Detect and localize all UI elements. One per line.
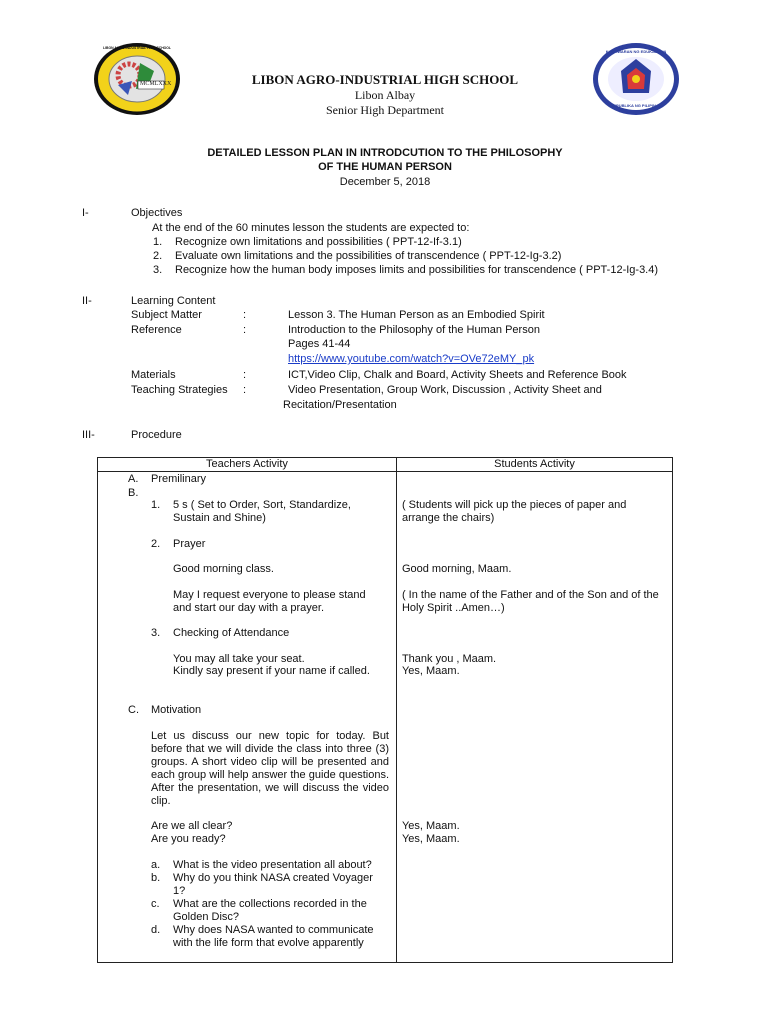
student-response: Yes, Maam. <box>401 833 460 845</box>
content-colon: : <box>243 384 247 396</box>
logo-year-text: MCMLXXX <box>140 81 172 87</box>
reference-video-link[interactable]: https://www.youtube.com/watch?v=OVe72eMY_pk <box>288 353 535 365</box>
step-text: 5 s ( Set to Order, Sort, Standardize, <box>173 499 351 511</box>
lesson-date: December 5, 2018 <box>339 176 431 188</box>
objective-number: 2. <box>153 250 163 262</box>
learning-content-numeral: II- <box>82 295 92 307</box>
content-value: Introduction to the Philosophy of the Human Person <box>288 324 540 336</box>
student-response: Yes, Maam. <box>401 665 460 677</box>
deped-seal <box>591 41 681 117</box>
objective-item <box>153 264 162 276</box>
student-response: Holy Spirit ..Amen…) <box>401 602 505 614</box>
step-number: 3. <box>151 627 161 639</box>
school-logo <box>92 41 182 117</box>
objective-text: Recognize how the human body imposes limits and possibilities for transcendence ( PPT-12-Ig-3.4) <box>175 264 659 276</box>
content-label: Reference <box>131 324 182 336</box>
step-number: 2. <box>151 538 161 550</box>
step-number: 1. <box>151 499 161 511</box>
lesson-title-line2: OF THE HUMAN PERSON <box>318 161 452 173</box>
student-response: Yes, Maam. <box>401 820 460 832</box>
lesson-title-line1: DETAILED LESSON PLAN IN INTRODCUTION TO THE PHILOSOPHY <box>207 147 563 159</box>
student-response: Thank you , Maam. <box>401 653 497 665</box>
teacher-line: Are we all clear? <box>151 820 233 832</box>
step-letter: B. <box>128 487 139 499</box>
teacher-line: Are you ready? <box>151 833 226 845</box>
teachers-activity-header: Teachers Activity <box>98 458 397 472</box>
question-text: What is the video presentation all about? <box>173 859 372 871</box>
student-response: Good morning, Maam. <box>401 563 512 575</box>
teacher-line: and start our day with a prayer. <box>173 602 325 614</box>
objective-number: 1. <box>153 236 163 248</box>
step-text: Checking of Attendance <box>173 627 290 639</box>
question-text: Why does NASA wanted to communicate <box>173 924 374 936</box>
procedure-heading: Procedure <box>131 429 182 441</box>
question-letter: c. <box>151 898 160 910</box>
objectives-intro: At the end of the 60 minutes lesson the students are expected to: <box>152 222 470 234</box>
seal-bottom-text: REPUBLIKA NG PILIPINAS <box>610 103 662 108</box>
table-row <box>98 472 673 963</box>
teachers-activity-cell <box>98 472 397 963</box>
school-department: Senior High Department <box>326 103 444 117</box>
step-text: Sustain and Shine) <box>173 512 266 524</box>
step-text: Prayer <box>173 538 206 550</box>
question-letter: a. <box>151 859 161 871</box>
objective-item <box>153 236 162 248</box>
procedure-table <box>97 457 673 963</box>
teacher-line: Kindly say present if your name if called. <box>173 665 370 677</box>
step-letter: C. <box>128 704 139 716</box>
student-response: arrange the chairs) <box>401 512 495 524</box>
content-value: Recitation/Presentation <box>283 399 397 411</box>
student-response: ( In the name of the Father and of the Son and of the <box>401 589 659 601</box>
content-colon: : <box>243 369 247 381</box>
learning-content-heading: Learning Content <box>131 295 216 307</box>
question-letter: d. <box>151 924 161 936</box>
students-activity-cell <box>396 472 672 963</box>
question-text: Why do you think NASA created Voyager <box>173 872 373 884</box>
teacher-line: Good morning class. <box>173 563 274 575</box>
teacher-line: You may all take your seat. <box>173 653 305 665</box>
content-label: Materials <box>131 369 176 381</box>
objective-number: 3. <box>153 264 163 276</box>
teacher-line: May I request everyone to please stand <box>173 589 366 601</box>
content-value: Lesson 3. The Human Person as an Embodied Spirit <box>288 309 545 321</box>
content-colon: : <box>243 309 247 321</box>
objectives-heading: Objectives <box>131 207 183 219</box>
step-letter: A. <box>128 473 139 485</box>
logo-ring-text: LIBON AGRO-INDUSTRIAL HIGH SCHOOL <box>103 46 171 50</box>
question-text: with the life form that evolve apparently <box>173 937 364 949</box>
objective-text: Evaluate own limitations and the possibilities of transcendence ( PPT-12-Ig-3.2) <box>175 250 562 262</box>
objectives-numeral: I- <box>82 207 89 219</box>
student-response: ( Students will pick up the pieces of paper and <box>401 499 627 511</box>
question-text: What are the collections recorded in the <box>173 898 367 910</box>
content-value: Pages 41-44 <box>288 338 351 350</box>
objective-item <box>153 250 162 262</box>
content-colon: : <box>243 324 247 336</box>
question-text: Golden Disc? <box>173 911 240 923</box>
question-letter: b. <box>151 872 161 884</box>
motivation-paragraph: Let us discuss our new topic for today. But before that we will divide the class into three (3) groups. A short video clip will be presented and each group will help answer the guide questions. After the presentation, we will discuss the video clip. <box>151 730 389 807</box>
school-town: Libon Albay <box>354 88 416 102</box>
students-activity-header: Students Activity <box>396 458 672 472</box>
content-label: Subject Matter <box>131 309 202 321</box>
procedure-numeral: III- <box>82 429 95 441</box>
step-heading: Premilinary <box>151 473 207 485</box>
seal-top-text: KAGAWARAN NG EDUKASYON <box>605 49 667 54</box>
school-name: LIBON AGRO-INDUSTRIAL HIGH SCHOOL <box>251 72 519 87</box>
step-heading: Motivation <box>151 704 202 716</box>
content-value: Video Presentation, Group Work, Discussion , Activity Sheet and <box>288 384 602 396</box>
question-text: 1? <box>173 885 186 897</box>
content-value: ICT,Video Clip, Chalk and Board, Activity Sheets and Reference Book <box>288 369 627 381</box>
table-header-row <box>98 458 673 472</box>
objective-text: Recognize own limitations and possibilities ( PPT-12-If-3.1) <box>175 236 462 248</box>
content-label: Teaching Strategies <box>131 384 228 396</box>
